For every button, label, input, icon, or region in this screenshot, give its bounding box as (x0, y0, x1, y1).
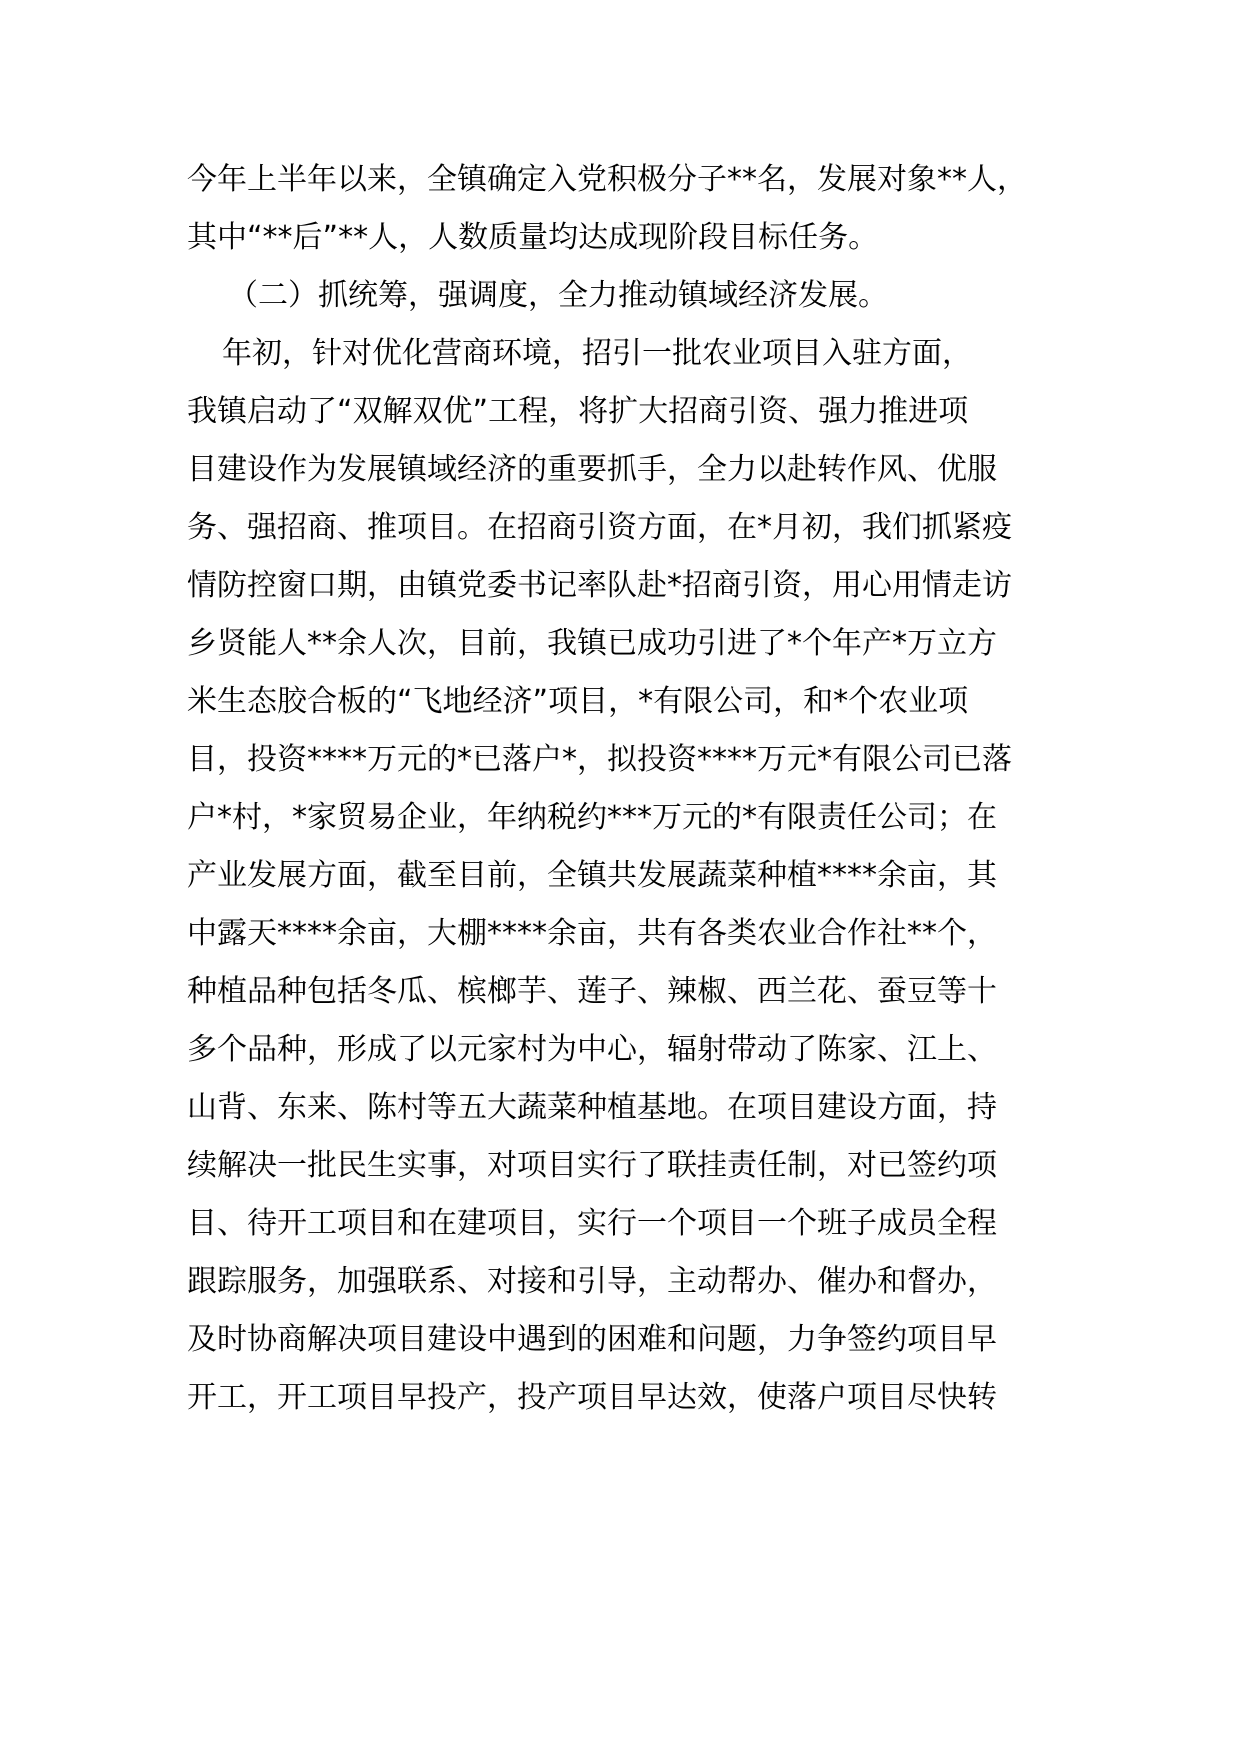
body-text-line: 目、待开工项目和在建项目，实行一个项目一个班子成员全程 (187, 1206, 997, 1241)
body-text-line: 及时协商解决项目建设中遇到的困难和问题，力争签约项目早 (187, 1322, 997, 1357)
body-text-line: 情防控窗口期，由镇党委书记率队赴*招商引资，用心用情走访 (187, 568, 1012, 603)
body-text-line: 乡贤能人**余人次，目前，我镇已成功引进了*个年产*万立方 (187, 626, 997, 661)
body-text-line: 产业发展方面，截至目前，全镇共发展蔬菜种植****余亩，其 (187, 858, 997, 893)
body-text-line: 米生态胶合板的“飞地经济”项目，*有限公司，和*个农业项 (187, 684, 969, 719)
body-text-line: 中露天****余亩，大棚****余亩，共有各类农业合作社**个， (187, 916, 997, 951)
body-text-line: 今年上半年以来，全镇确定入党积极分子**名，发展对象**人， (187, 162, 1027, 197)
body-text-line: 户*村，*家贸易企业，年纳税约***万元的*有限责任公司；在 (187, 800, 997, 835)
body-text-line: 目，投资****万元的*已落户*，拟投资****万元*有限公司已落 (187, 742, 1012, 777)
body-text-line: 续解决一批民生实事，对项目实行了联挂责任制，对已签约项 (187, 1148, 997, 1183)
body-text-line: 我镇启动了“双解双优”工程，将扩大招商引资、强力推进项 (187, 394, 969, 429)
paragraph-first-line: 年初，针对优化营商环境，招引一批农业项目入驻方面， (222, 336, 972, 371)
body-text-line: 务、强招商、推项目。在招商引资方面，在*月初，我们抓紧疫 (187, 510, 1012, 545)
section-heading: （二）抓统筹，强调度，全力推动镇域经济发展。 (228, 278, 888, 313)
body-text-line: 山背、东来、陈村等五大蔬菜种植基地。在项目建设方面，持 (187, 1090, 997, 1125)
body-text-line: 其中“**后”**人，人数质量均达成现阶段目标任务。 (187, 220, 879, 255)
body-text-line: 开工，开工项目早投产，投产项目早达效，使落户项目尽快转 (187, 1380, 997, 1415)
body-text-line: 多个品种，形成了以元家村为中心，辐射带动了陈家、江上、 (187, 1032, 997, 1067)
body-text-line: 目建设作为发展镇域经济的重要抓手，全力以赴转作风、优服 (187, 452, 997, 487)
body-text-line: 种植品种包括冬瓜、槟榔芋、莲子、辣椒、西兰花、蚕豆等十 (187, 974, 997, 1009)
body-text-line: 跟踪服务，加强联系、对接和引导，主动帮办、催办和督办， (187, 1264, 997, 1299)
